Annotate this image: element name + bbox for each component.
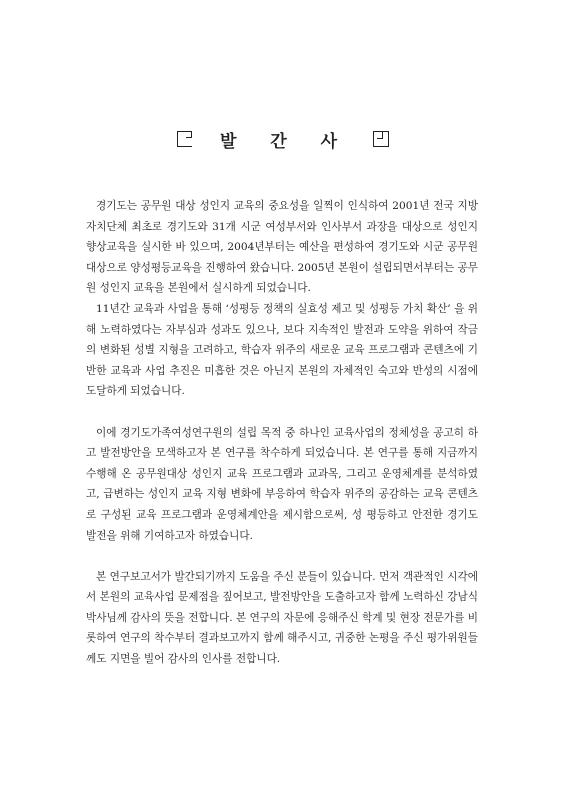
body-text [86, 196, 478, 670]
right-bracket-ornament [373, 131, 389, 147]
paragraph-4: 본 연구보고서가 발간되기까지 도움을 주신 분들이 있습니다. 먼저 객관적인 시각에서 본원의 교육사업 문제점을 짚어보고, 발전방안을 도출하고자 함께 노력하신 강남식 박사님께 감사의 뜻을 전합니다. 본 연구의 자문에 응해주신 학계 및 현장 전문가를 비롯하여 연구의 착수부터 결과보고까지 함께 해주시고, 귀중한 논평을 주신 평가위원들께도 지면을 빌어 감사의 인사를 전합니다. [86, 570, 478, 666]
page-title: 발 간 사 [219, 131, 352, 152]
paragraph-1: 경기도는 공무원 대상 성인지 교육의 중요성을 일찍이 인식하여 2001년 전국 지방자치단체 최초로 경기도와 31개 시군 여성부서와 인사부서 과장을 대상으로 성인지 향상교육을 실시한 바 있으며, 2004년부터는 예산을 편성하여 경기도와 시군 공무원 대상으로 양성평등교육을 진행하여 왔습니다. 2005년 본원이 설립되면서부터는 공무원 성인지 교육을 본원에서 실시하게 되었습니다. [86, 200, 478, 295]
title-row [0, 126, 566, 152]
paragraph-3: 이에 경기도가족여성연구원의 설립 목적 중 하나인 교육사업의 정체성을 공고히 하고 발전방안을 모색하고자 본 연구를 착수하게 되었습니다. 본 연구를 통해 지금까지 수행해 온 공무원대상 성인지 교육 프로그램과 교과목, 그리고 운영체계를 분석하였고, 급변하는 성인지 교육 지형 변화에 부응하여 학습자 위주의 공감하는 교육 콘텐츠로 구성된 교육 프로그램과 운영체계안을 제시함으로써, 성 평등하고 안전한 경기도 발전을 위해 기여하고자 하였습니다. [86, 426, 478, 542]
left-bracket-ornament [177, 131, 192, 147]
paragraph-2: 11년간 교육과 사업을 통해 ‘성평등 정책의 실효성 제고 및 성평등 가치 확산’ 을 위해 노력하였다는 자부심과 성과도 있으나, 보다 지속적인 발전과 도약을 위하여 작금의 변화된 성별 지형을 고려하고, 학습자 위주의 새로운 교육 프로그램과 콘텐츠에 기반한 교육과 사업 추진은 미흡한 것은 아닌지 본원의 자체적인 숙고와 반성의 시점에 도달하게 되었습니다. [86, 302, 478, 398]
